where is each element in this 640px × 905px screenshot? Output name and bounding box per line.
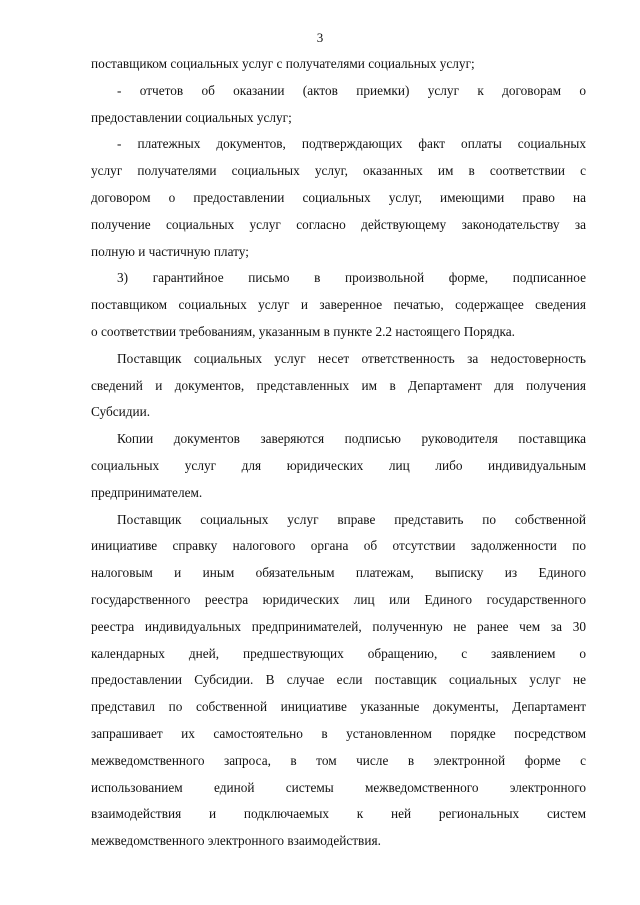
text-line: предоставлении социальных услуг;	[91, 109, 292, 125]
text-line: поставщиком социальных услуг и заверенное печатью, содержащее сведения	[91, 297, 586, 313]
text-line: - платежных документов, подтверждающих факт оплаты социальных	[117, 136, 586, 152]
text-line: реестра индивидуальных предпринимателей, полученную не ранее чем за 30	[91, 618, 586, 634]
text-line: межведомственного электронного взаимодействия.	[91, 833, 381, 849]
text-line: Поставщик социальных услуг несет ответственность за недостоверность	[117, 350, 586, 366]
text-line: инициативе справку налогового органа об отсутствии задолженности по	[91, 538, 586, 554]
text-line: налоговым и иным обязательным платежам, выписку из Единого	[91, 565, 586, 581]
text-line: сведений и документов, представленных им в Департамент для получения	[91, 377, 586, 393]
text-line: Поставщик социальных услуг вправе представить по собственной	[117, 511, 586, 527]
text-line: государственного реестра юридических лиц или Единого государственного	[91, 591, 586, 607]
text-line: поставщиком социальных услуг с получателями социальных услуг;	[91, 56, 475, 71]
text-line: получение социальных услуг согласно действующему законодательству за	[91, 216, 586, 232]
text-line: использованием единой системы межведомственного электронного	[91, 779, 586, 795]
text-line: Субсидии.	[91, 404, 151, 420]
text-line: взаимодействия и подключаемых к ней региональных систем	[91, 806, 586, 822]
text-line: договором о предоставлении социальных услуг, имеющими право на	[91, 189, 586, 205]
text-line: предоставлении Субсидии. В случае если поставщик социальных услуг не	[91, 672, 586, 688]
page-number: 3	[316, 30, 324, 45]
text-line: 3) гарантийное письмо в произвольной форме, подписанное	[117, 270, 586, 286]
text-line: услуг получателями социальных услуг, оказанных им в соответствии с	[91, 163, 586, 179]
text-line: полную и частичную плату;	[91, 243, 249, 259]
text-line: межведомственного запроса, в том числе в электронной форме с	[91, 752, 586, 768]
text-line: Копии документов заверяются подписью руководителя поставщика	[117, 431, 586, 447]
body-text	[91, 51, 586, 855]
text-line: социальных услуг для юридических лиц либо индивидуальным	[91, 457, 586, 473]
text-line: о соответствии требованиям, указанным в пункте 2.2 настоящего Порядка.	[91, 323, 515, 339]
text-line: запрашивает их самостоятельно в установленном порядке посредством	[91, 725, 586, 741]
text-line: предпринимателем.	[91, 484, 203, 500]
text-line: - отчетов об оказании (актов приемки) услуг к договорам о	[117, 82, 586, 98]
text-line: представил по собственной инициативе указанные документы, Департамент	[91, 699, 586, 715]
text-line: календарных дней, предшествующих обращению, с заявлением о	[91, 645, 586, 661]
